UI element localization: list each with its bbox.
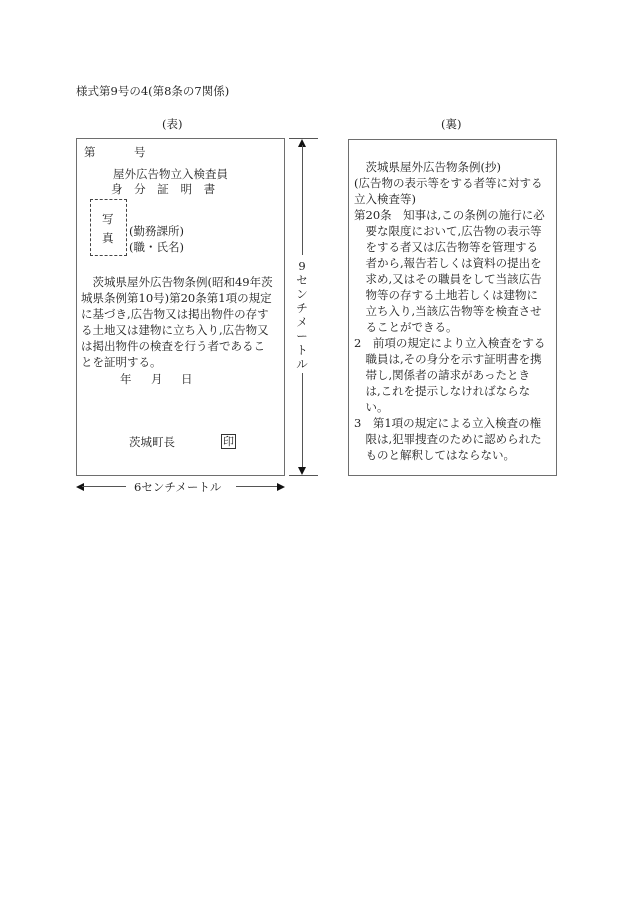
ordinance-line: 茨城県屋外広告物条例(抄): [354, 160, 501, 174]
ordinance-excerpt: [354, 159, 545, 463]
ordinance-line: ものと解釈してはならない。: [354, 448, 515, 462]
arrow-right-icon: [277, 483, 285, 491]
photo-char-2: 真: [102, 231, 114, 245]
dimension-line: [236, 486, 278, 487]
office-label: (勤務課所): [129, 224, 184, 238]
ordinance-line: をする者又は広告物等を管理する: [354, 240, 538, 254]
ordinance-line: 要な限度において,広告物の表示等: [354, 224, 542, 238]
number-prefix: 第: [84, 145, 96, 159]
height-label-char: メ: [296, 315, 308, 329]
ordinance-line: 帯し,関係者の請求があったとき: [354, 368, 531, 382]
ordinance-line: は,これを提示しなければならな: [354, 384, 531, 398]
certification-line: は掲出物件の検査を行う者であるこ: [81, 339, 265, 353]
ordinance-line: い。: [354, 400, 389, 414]
height-label-char: ル: [296, 357, 308, 371]
arrow-down-icon: [298, 467, 306, 475]
photo-char-1: 写: [102, 212, 114, 226]
ordinance-line: 立入検査等): [354, 192, 416, 206]
date-year: 年: [120, 372, 132, 386]
ordinance-line: 物等の存する土地若しくは建物に: [354, 288, 538, 302]
certification-line: に基づき,広告物又は掲出物件の存す: [81, 307, 269, 321]
ordinance-line: 立ち入り,当該広告物等を検査させ: [354, 304, 542, 318]
card-heading-line2: 身 分 証 明 書: [111, 182, 217, 196]
width-label: 6センチメートル: [134, 480, 222, 494]
front-card: [76, 138, 285, 476]
height-label-char: ー: [296, 329, 308, 343]
seal-mark: 印: [223, 435, 234, 448]
height-label-char: チ: [296, 301, 308, 315]
arrow-left-icon: [76, 483, 84, 491]
certification-line: 城県条例第10号)第20条第1項の規定: [81, 291, 272, 305]
ordinance-line: 職員は,その身分を示す証明書を携: [354, 352, 542, 366]
height-label-char: ン: [296, 287, 308, 301]
number-suffix: 号: [134, 145, 146, 159]
ordinance-line: ることができる。: [354, 320, 458, 334]
certification-line: 茨城県屋外広告物条例(昭和49年茨: [81, 275, 273, 289]
dimension-line: [302, 373, 303, 467]
front-side-title: (表): [162, 117, 183, 131]
ordinance-line: 2 前項の規定により立入検査をする: [354, 336, 546, 350]
certification-line: る土地又は建物に立ち入り,広告物又: [81, 323, 269, 337]
issuer-name: 茨城町長: [129, 435, 175, 449]
ordinance-line: 3 第1項の規定による立入検査の権: [354, 416, 542, 430]
height-label-char: ト: [296, 343, 308, 357]
date-day: 日: [181, 372, 193, 386]
ordinance-line: 第20条 知事は,この条例の施行に必: [354, 208, 545, 222]
photo-placeholder: [90, 199, 127, 256]
height-label-char: セ: [296, 273, 308, 287]
ordinance-line: 者から,報告若しくは資料の提出を: [354, 256, 542, 270]
dimension-line: [82, 486, 126, 487]
ordinance-line: 限は,犯罪捜査のために認められた: [354, 432, 542, 446]
back-card: [348, 139, 557, 476]
form-number-label: 様式第9号の4(第8条の7関係): [76, 84, 230, 98]
ordinance-line: (広告物の表示等をする者等に対する: [354, 176, 543, 190]
back-side-title: (裏): [441, 117, 462, 131]
card-heading-line1: 屋外広告物立入検査員: [113, 167, 228, 181]
date-month: 月: [151, 372, 163, 386]
name-label: (職・氏名): [129, 240, 184, 254]
height-label-char: 9: [298, 259, 306, 273]
ordinance-line: 求め,又はその職員をして当該広告: [354, 272, 542, 286]
dimension-tick-bottom: [289, 475, 318, 476]
dimension-line: [302, 145, 303, 255]
certification-text: [81, 274, 273, 370]
height-label: [295, 259, 309, 371]
certification-line: とを証明する。: [81, 355, 162, 369]
